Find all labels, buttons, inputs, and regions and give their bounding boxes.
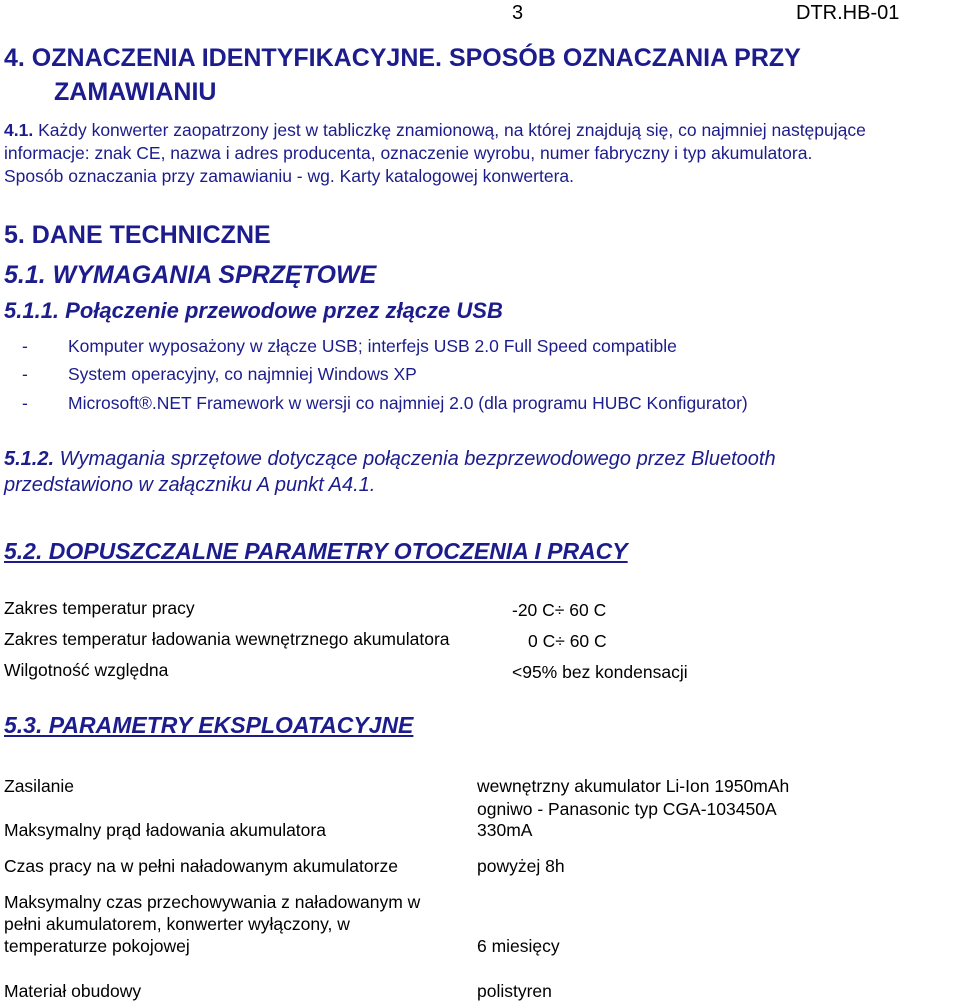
op-param-label: Zasilanie <box>4 776 75 796</box>
bullet-dash: - <box>22 364 28 384</box>
op-param-label: Materiał obudowy <box>4 981 142 1001</box>
page-number: 3 <box>512 2 524 24</box>
op-param-value: wewnętrzny akumulator Li-Ion 1950mAh <box>477 776 790 796</box>
section-5-3-title: 5.3. PARAMETRY EKSPLOATACYJNE <box>4 712 414 738</box>
op-param-value: polistyren <box>477 981 552 1001</box>
env-param-value: 0 C÷ 60 C <box>528 631 607 651</box>
env-param-value: <95% bez kondensacji <box>512 662 688 682</box>
document-code: DTR.HB-01 <box>796 2 900 24</box>
op-param-value: powyżej 8h <box>477 856 565 876</box>
section-4-title-line2: ZAMAWIANIU <box>54 78 217 106</box>
paragraph-4-1-line2: informacje: znak CE, nazwa i adres producenta, oznaczenie wyrobu, numer fabryczny i typ akumulatora. <box>4 143 813 163</box>
env-param-label: Wilgotność względna <box>4 660 169 680</box>
section-5-1-2-line1 <box>4 448 776 471</box>
list-item <box>22 364 417 385</box>
section-5-2-title: 5.2. DOPUSZCZALNE PARAMETRY OTOCZENIA I PRACY <box>4 538 628 564</box>
op-param-label: Maksymalny prąd ładowania akumulatora <box>4 820 326 840</box>
paragraph-text: Wymagania sprzętowe dotyczące połączenia bezprzewodowego przez Bluetooth <box>54 448 776 470</box>
op-param-value: 330mA <box>477 820 533 840</box>
paragraph-number: 4.1. <box>4 120 34 140</box>
paragraph-4-1-line3: Sposób oznaczania przy zamawianiu - wg. Karty katalogowej konwertera. <box>4 166 575 186</box>
env-param-label: Zakres temperatur ładowania wewnętrznego akumulatora <box>4 629 450 649</box>
section-5-1-1-title: 5.1.1. Połączenie przewodowe przez złącze USB <box>4 298 503 323</box>
paragraph-4-1-line1 <box>4 120 866 141</box>
section-5-title: 5. DANE TECHNICZNE <box>4 221 271 249</box>
paragraph-text: Każdy konwerter zaopatrzony jest w tabliczkę znamionową, na której znajdują się, co najmniej następujące <box>33 120 866 140</box>
section-5-1-2-line2: przedstawiono w załączniku A punkt A4.1. <box>4 474 376 496</box>
op-param-value: ogniwo - Panasonic typ CGA-103450A <box>477 799 777 819</box>
list-item-text: System operacyjny, co najmniej Windows XP <box>68 364 417 384</box>
op-param-label: temperaturze pokojowej <box>4 936 190 956</box>
op-param-value: 6 miesięcy <box>477 936 560 956</box>
paragraph-number: 5.1.2. <box>4 448 55 470</box>
section-4-title-line1: 4. OZNACZENIA IDENTYFIKACYJNE. SPOSÓB OZNACZANIA PRZY <box>4 44 801 72</box>
op-param-label: Maksymalny czas przechowywania z naładowanym w <box>4 892 421 912</box>
list-item <box>22 336 677 357</box>
list-item-text: Komputer wyposażony w złącze USB; interfejs USB 2.0 Full Speed compatible <box>68 336 677 356</box>
section-5-1-title: 5.1. WYMAGANIA SPRZĘTOWE <box>4 261 377 289</box>
env-param-label: Zakres temperatur pracy <box>4 598 195 618</box>
env-param-value: -20 C÷ 60 C <box>512 600 607 620</box>
list-item <box>22 393 748 414</box>
bullet-dash: - <box>22 393 28 413</box>
op-param-label: Czas pracy na w pełni naładowanym akumulatorze <box>4 856 398 876</box>
op-param-label: pełni akumulatorem, konwerter wyłączony, w <box>4 914 350 934</box>
bullet-dash: - <box>22 336 28 356</box>
list-item-text: Microsoft®.NET Framework w wersji co najmniej 2.0 (dla programu HUBC Konfigurator) <box>68 393 748 413</box>
